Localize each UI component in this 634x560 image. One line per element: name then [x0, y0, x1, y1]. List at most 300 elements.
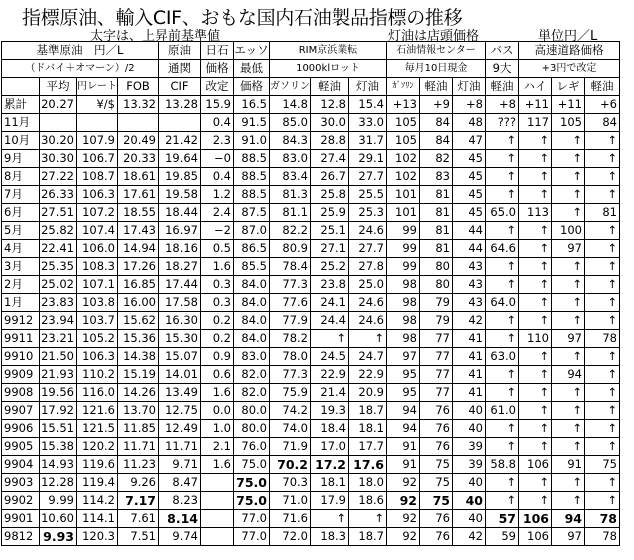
table-cell: ↑ [519, 348, 552, 366]
table-cell: 28.8 [311, 132, 349, 150]
row-label: 9910 [2, 348, 40, 366]
table-cell: 31.7 [349, 132, 387, 150]
header-highway: 高速道路価格 [519, 42, 620, 60]
table-cell: 97 [387, 348, 420, 366]
table-cell: 70.2 [270, 456, 311, 474]
table-cell: 94 [552, 366, 585, 384]
row-label: 9月 [2, 150, 40, 168]
row-label: 1月 [2, 294, 40, 312]
table-cell: 80 [420, 276, 453, 294]
table-row [2, 150, 620, 168]
table-cell: 43 [453, 276, 486, 294]
table-cell: 77.0 [234, 510, 270, 528]
col-yen-rate: 円レート [77, 78, 118, 96]
row-label: 9903 [2, 474, 40, 492]
table-cell: 76 [420, 438, 453, 456]
row-label: 6月 [2, 204, 40, 222]
table-cell: 83.0 [270, 150, 311, 168]
table-cell: 15.9 [201, 96, 234, 114]
table-cell: 91 [387, 438, 420, 456]
table-cell: 30.0 [311, 114, 349, 132]
table-cell: 9.93 [40, 528, 77, 546]
table-cell: +9 [420, 96, 453, 114]
header-customs: 原油 [159, 42, 201, 60]
table-cell: 117 [519, 114, 552, 132]
table-cell: 17.26 [118, 258, 159, 276]
table-cell: 27.7 [349, 240, 387, 258]
table-cell: ↑ [585, 384, 620, 402]
table-cell: 17.43 [118, 222, 159, 240]
table-cell: 108.7 [77, 168, 118, 186]
table-cell: 75.0 [234, 492, 270, 510]
table-cell: 77.3 [270, 276, 311, 294]
table-cell: 25.02 [40, 276, 77, 294]
table-cell: ↑ [486, 384, 519, 402]
table-cell: 84.0 [234, 294, 270, 312]
table-cell: 40 [453, 420, 486, 438]
table-cell: ↑ [585, 438, 620, 456]
table-cell: ↑ [519, 492, 552, 510]
table-cell: 19.3 [311, 402, 349, 420]
table-cell: 80.0 [234, 402, 270, 420]
table-cell: ↑ [311, 330, 349, 348]
col-fob: FOB [118, 78, 159, 96]
table-cell: 30.20 [40, 132, 77, 150]
table-cell: 18.6 [349, 492, 387, 510]
table-cell: 18.16 [159, 240, 201, 258]
table-cell: 106.0 [77, 240, 118, 258]
table-cell: −2 [201, 222, 234, 240]
table-cell: 77 [420, 366, 453, 384]
table-cell: ↑ [552, 132, 585, 150]
row-label: 累計 [2, 96, 40, 114]
table-cell: 105 [387, 114, 420, 132]
table-cell: 10.60 [40, 510, 77, 528]
table-cell: 0.9 [201, 348, 234, 366]
table-cell: 84 [585, 114, 620, 132]
table-cell: 105 [552, 114, 585, 132]
table-cell: 78.0 [270, 348, 311, 366]
table-cell: 12.75 [159, 402, 201, 420]
table-cell: 13.70 [118, 402, 159, 420]
table-cell: ↑ [585, 474, 620, 492]
table-cell: 24.6 [349, 312, 387, 330]
table-cell: 106.3 [77, 186, 118, 204]
row-label: 11月 [2, 114, 40, 132]
table-cell: 71.6 [270, 510, 311, 528]
table-cell: 41 [453, 330, 486, 348]
table-cell: ↑ [552, 168, 585, 186]
table-cell: 97 [552, 528, 585, 546]
table-cell: 75 [420, 456, 453, 474]
table-cell: ↑ [552, 312, 585, 330]
table-cell: 18.61 [118, 168, 159, 186]
table-cell: ↑ [519, 186, 552, 204]
table-cell: 84 [420, 132, 453, 150]
table-cell: 0.2 [201, 312, 234, 330]
table-cell: 121.5 [77, 420, 118, 438]
table-cell: 81 [420, 240, 453, 258]
table-cell: 92 [387, 528, 420, 546]
table-cell: 18.4 [311, 420, 349, 438]
table-cell: ↑ [519, 132, 552, 150]
table-cell: +13 [387, 96, 420, 114]
table-cell: 106 [519, 456, 552, 474]
table-cell: 0.6 [201, 366, 234, 384]
table-cell: 99 [387, 240, 420, 258]
table-cell: 16.97 [159, 222, 201, 240]
table-cell: ↑ [585, 420, 620, 438]
table-cell: 15.30 [159, 330, 201, 348]
table-cell: ↑ [486, 258, 519, 276]
table-cell: 92 [387, 510, 420, 528]
table-cell: 0.4 [201, 168, 234, 186]
table-cell: 20.9 [349, 384, 387, 402]
table-cell: 88.5 [234, 150, 270, 168]
table-cell: ↑ [519, 384, 552, 402]
table-cell: 25.2 [311, 258, 349, 276]
table-cell: 17.58 [159, 294, 201, 312]
table-cell: 81.3 [270, 186, 311, 204]
table-cell: 16.85 [118, 276, 159, 294]
table-cell: 74.2 [270, 402, 311, 420]
table-cell: ↑ [519, 420, 552, 438]
row-label: 5月 [2, 222, 40, 240]
table-cell: 58.8 [486, 456, 519, 474]
table-cell: 120.2 [77, 438, 118, 456]
table-cell: 94 [387, 420, 420, 438]
table-cell: 75 [585, 456, 620, 474]
row-label: 9902 [2, 492, 40, 510]
table-cell: 12.49 [159, 420, 201, 438]
table-row [2, 204, 620, 222]
table-cell [201, 528, 234, 546]
table-cell: 79 [420, 312, 453, 330]
table-cell: ↑ [486, 312, 519, 330]
col-esso-price: 価格 [234, 78, 270, 96]
table-cell: 107.4 [77, 222, 118, 240]
table-cell: 9.26 [118, 474, 159, 492]
col-average: 平均 [40, 78, 77, 96]
table-cell: 17.44 [159, 276, 201, 294]
table-cell: +6 [585, 96, 620, 114]
table-cell: 15.19 [118, 366, 159, 384]
table-cell: 0.2 [201, 330, 234, 348]
table-cell: 105 [387, 132, 420, 150]
table-cell: 79 [420, 294, 453, 312]
table-cell: ↑ [552, 294, 585, 312]
table-cell: 41 [453, 384, 486, 402]
table-cell: 8.14 [159, 510, 201, 528]
table-cell: ↑ [585, 150, 620, 168]
table-cell: 0.5 [201, 240, 234, 258]
table-cell: 105.2 [77, 330, 118, 348]
table-cell: 119.6 [77, 456, 118, 474]
table-cell: 16.00 [118, 294, 159, 312]
table-cell: 20.27 [40, 96, 77, 114]
table-cell: 88.5 [234, 168, 270, 186]
table-cell: 82.0 [234, 384, 270, 402]
table-cell: 40 [453, 492, 486, 510]
table-cell: 77 [420, 348, 453, 366]
table-cell: 17.9 [311, 492, 349, 510]
header-info-center: 石油情報センター [387, 42, 486, 60]
table-cell: 30.30 [40, 150, 77, 168]
header-revision: +3円で改定 [519, 60, 620, 78]
table-cell: 24.1 [311, 294, 349, 312]
table-cell: 101 [387, 204, 420, 222]
table-cell: 106.7 [77, 150, 118, 168]
table-cell: 17.0 [311, 438, 349, 456]
table-cell: 113 [519, 204, 552, 222]
table-cell: 98 [387, 294, 420, 312]
table-row [2, 258, 620, 276]
table-cell: 7.51 [118, 528, 159, 546]
col-hw-high: ハイ [519, 78, 552, 96]
table-row [2, 384, 620, 402]
table-cell: 1.6 [201, 384, 234, 402]
header-dubai-oman: （ドバイ＋オマーン）/2 [2, 60, 159, 78]
table-cell: 27.7 [349, 168, 387, 186]
table-cell: 98 [387, 312, 420, 330]
table-cell: ↑ [519, 240, 552, 258]
table-cell: 44 [453, 240, 486, 258]
table-cell: ↑ [519, 312, 552, 330]
table-cell: 18.27 [159, 258, 201, 276]
row-label: 9904 [2, 456, 40, 474]
table-cell: 18.44 [159, 204, 201, 222]
table-cell: 15.38 [40, 438, 77, 456]
table-cell: 20.49 [118, 132, 159, 150]
col-info-kerosene: 灯油 [453, 78, 486, 96]
table-cell: 25.9 [311, 204, 349, 222]
table-cell: 18.0 [349, 474, 387, 492]
table-cell: 8.23 [159, 492, 201, 510]
row-label: 9909 [2, 366, 40, 384]
table-cell: 24.5 [311, 348, 349, 366]
table-cell: ↑ [585, 186, 620, 204]
table-cell: 64.0 [486, 294, 519, 312]
table-cell: 74.0 [270, 420, 311, 438]
row-label: 3月 [2, 258, 40, 276]
table-cell: ↑ [519, 276, 552, 294]
table-cell: ↑ [486, 132, 519, 150]
header-customs-2: 通関 [159, 60, 201, 78]
table-cell: 94 [552, 510, 585, 528]
table-cell: 106 [519, 528, 552, 546]
col-rim-diesel: 軽油 [311, 78, 349, 96]
table-cell: 77.6 [270, 294, 311, 312]
table-cell: 63.0 [486, 348, 519, 366]
table-cell: 107.9 [77, 132, 118, 150]
table-cell: ↑ [552, 276, 585, 294]
table-cell: 70.3 [270, 474, 311, 492]
table-cell: 45 [453, 186, 486, 204]
table-cell: ↑ [585, 276, 620, 294]
table-cell: 18.1 [311, 474, 349, 492]
row-label: 9911 [2, 330, 40, 348]
table-cell: 14.94 [118, 240, 159, 258]
table-cell: 14.26 [118, 384, 159, 402]
row-label: 8月 [2, 168, 40, 186]
table-cell: 45 [453, 204, 486, 222]
table-cell: ↑ [486, 438, 519, 456]
table-cell: 91 [552, 456, 585, 474]
table-cell: ??? [486, 114, 519, 132]
table-cell: 120.3 [77, 528, 118, 546]
table-cell: 11.85 [118, 420, 159, 438]
table-cell: ↑ [486, 492, 519, 510]
col-bus-diesel: 軽油 [486, 78, 519, 96]
header-bus: バス [486, 42, 519, 60]
table-cell: 17.61 [118, 186, 159, 204]
table-cell: 77.3 [270, 366, 311, 384]
table-cell: 78 [585, 510, 620, 528]
table-cell: ↑ [552, 474, 585, 492]
table-cell: ↑ [552, 150, 585, 168]
kerosene-note: 灯油は店頭価格 [388, 29, 480, 44]
table-cell: 9.71 [159, 456, 201, 474]
table-cell: 108.3 [77, 258, 118, 276]
table-cell: ↑ [552, 204, 585, 222]
table-cell: ↑ [585, 402, 620, 420]
table-cell: ↑ [486, 330, 519, 348]
table-cell: 94 [387, 402, 420, 420]
header-price: 価格 [201, 60, 234, 78]
table-cell: ↑ [519, 222, 552, 240]
table-cell: 84.3 [270, 132, 311, 150]
table-row [2, 240, 620, 258]
table-cell: 11.23 [118, 456, 159, 474]
header-nisseki: 日石 [201, 42, 234, 60]
table-cell: ↑ [585, 492, 620, 510]
table-cell: 1.2 [201, 186, 234, 204]
table-cell: 19.58 [159, 186, 201, 204]
table-cell: 95 [387, 366, 420, 384]
row-label: 4月 [2, 240, 40, 258]
table-cell: ↑ [486, 420, 519, 438]
table-cell: 18.1 [349, 420, 387, 438]
table-cell: 0.3 [201, 276, 234, 294]
table-cell [159, 114, 201, 132]
table-cell: 25.1 [311, 222, 349, 240]
table-cell: 76 [420, 510, 453, 528]
table-cell: 95 [387, 384, 420, 402]
table-cell: 29.1 [349, 150, 387, 168]
table-cell: ↑ [552, 420, 585, 438]
table-cell: 17.92 [40, 402, 77, 420]
table-cell: 86.5 [234, 240, 270, 258]
table-cell: 71.9 [270, 438, 311, 456]
table-cell: 119.4 [77, 474, 118, 492]
table-cell: 23.21 [40, 330, 77, 348]
table-cell: ↑ [486, 168, 519, 186]
table-cell: 43 [453, 258, 486, 276]
table-cell: 9.99 [40, 492, 77, 510]
table-cell: 19.56 [40, 384, 77, 402]
table-row [2, 294, 620, 312]
table-cell: 83 [420, 168, 453, 186]
table-cell: 17.6 [349, 456, 387, 474]
table-cell: 33.0 [349, 114, 387, 132]
table-cell: 13.28 [159, 96, 201, 114]
table-cell: 25.82 [40, 222, 77, 240]
table-cell: 1.6 [201, 456, 234, 474]
table-cell: 1.6 [201, 258, 234, 276]
row-label: 10月 [2, 132, 40, 150]
table-row [2, 474, 620, 492]
table-cell: ↑ [349, 510, 387, 528]
table-cell: 78.2 [270, 330, 311, 348]
header-lot: 1000klロット [270, 60, 387, 78]
table-cell: 98 [387, 330, 420, 348]
table-row [2, 366, 620, 384]
table-row [2, 510, 620, 528]
col-rim-kerosene: 灯油 [349, 78, 387, 96]
table-cell: 97 [552, 330, 585, 348]
table-cell: 43 [453, 294, 486, 312]
table-cell: 71.0 [270, 492, 311, 510]
table-cell: 97 [552, 240, 585, 258]
table-cell: ↑ [552, 348, 585, 366]
table-cell: 48 [453, 114, 486, 132]
table-cell: 84.0 [234, 276, 270, 294]
row-label: 9901 [2, 510, 40, 528]
table-cell: 99 [387, 258, 420, 276]
table-row [2, 492, 620, 510]
header-nine: 9大 [486, 60, 519, 78]
table-cell [201, 492, 234, 510]
table-cell: 25.3 [349, 204, 387, 222]
row-label: 9906 [2, 420, 40, 438]
table-cell: 42 [453, 312, 486, 330]
table-cell: 110 [519, 330, 552, 348]
table-cell: 24.6 [349, 222, 387, 240]
table-cell: ↑ [552, 384, 585, 402]
table-cell: 17.7 [349, 438, 387, 456]
table-row [2, 132, 620, 150]
table-cell: 82.2 [270, 222, 311, 240]
table-cell: 22.9 [349, 366, 387, 384]
table-cell: 80.9 [270, 240, 311, 258]
table-cell: 114.2 [77, 492, 118, 510]
table-cell [77, 114, 118, 132]
table-cell: 78 [585, 528, 620, 546]
unit-note: 単位円／L [538, 29, 598, 44]
table-cell: 19.64 [159, 150, 201, 168]
table-cell: ↑ [585, 348, 620, 366]
row-label: 9907 [2, 402, 40, 420]
table-cell: ↑ [585, 312, 620, 330]
table-cell: 77.0 [234, 528, 270, 546]
col-info-diesel: 軽油 [420, 78, 453, 96]
table-cell: 82 [420, 150, 453, 168]
table-cell [201, 474, 234, 492]
table-cell: ↑ [585, 258, 620, 276]
table-row [2, 330, 620, 348]
table-cell: 2.1 [201, 438, 234, 456]
table-cell: 40 [453, 510, 486, 528]
table-cell: ↑ [585, 168, 620, 186]
table-cell: 1.0 [201, 420, 234, 438]
page-title: 指標原油、輸入CIF、おもな国内石油製品指標の推移 [22, 7, 463, 29]
table-cell: 40 [453, 402, 486, 420]
table-cell: 15.4 [349, 96, 387, 114]
table-cell: 91.0 [234, 132, 270, 150]
table-cell: ↑ [585, 222, 620, 240]
table-cell: ↑ [349, 330, 387, 348]
table-cell: ↑ [552, 492, 585, 510]
